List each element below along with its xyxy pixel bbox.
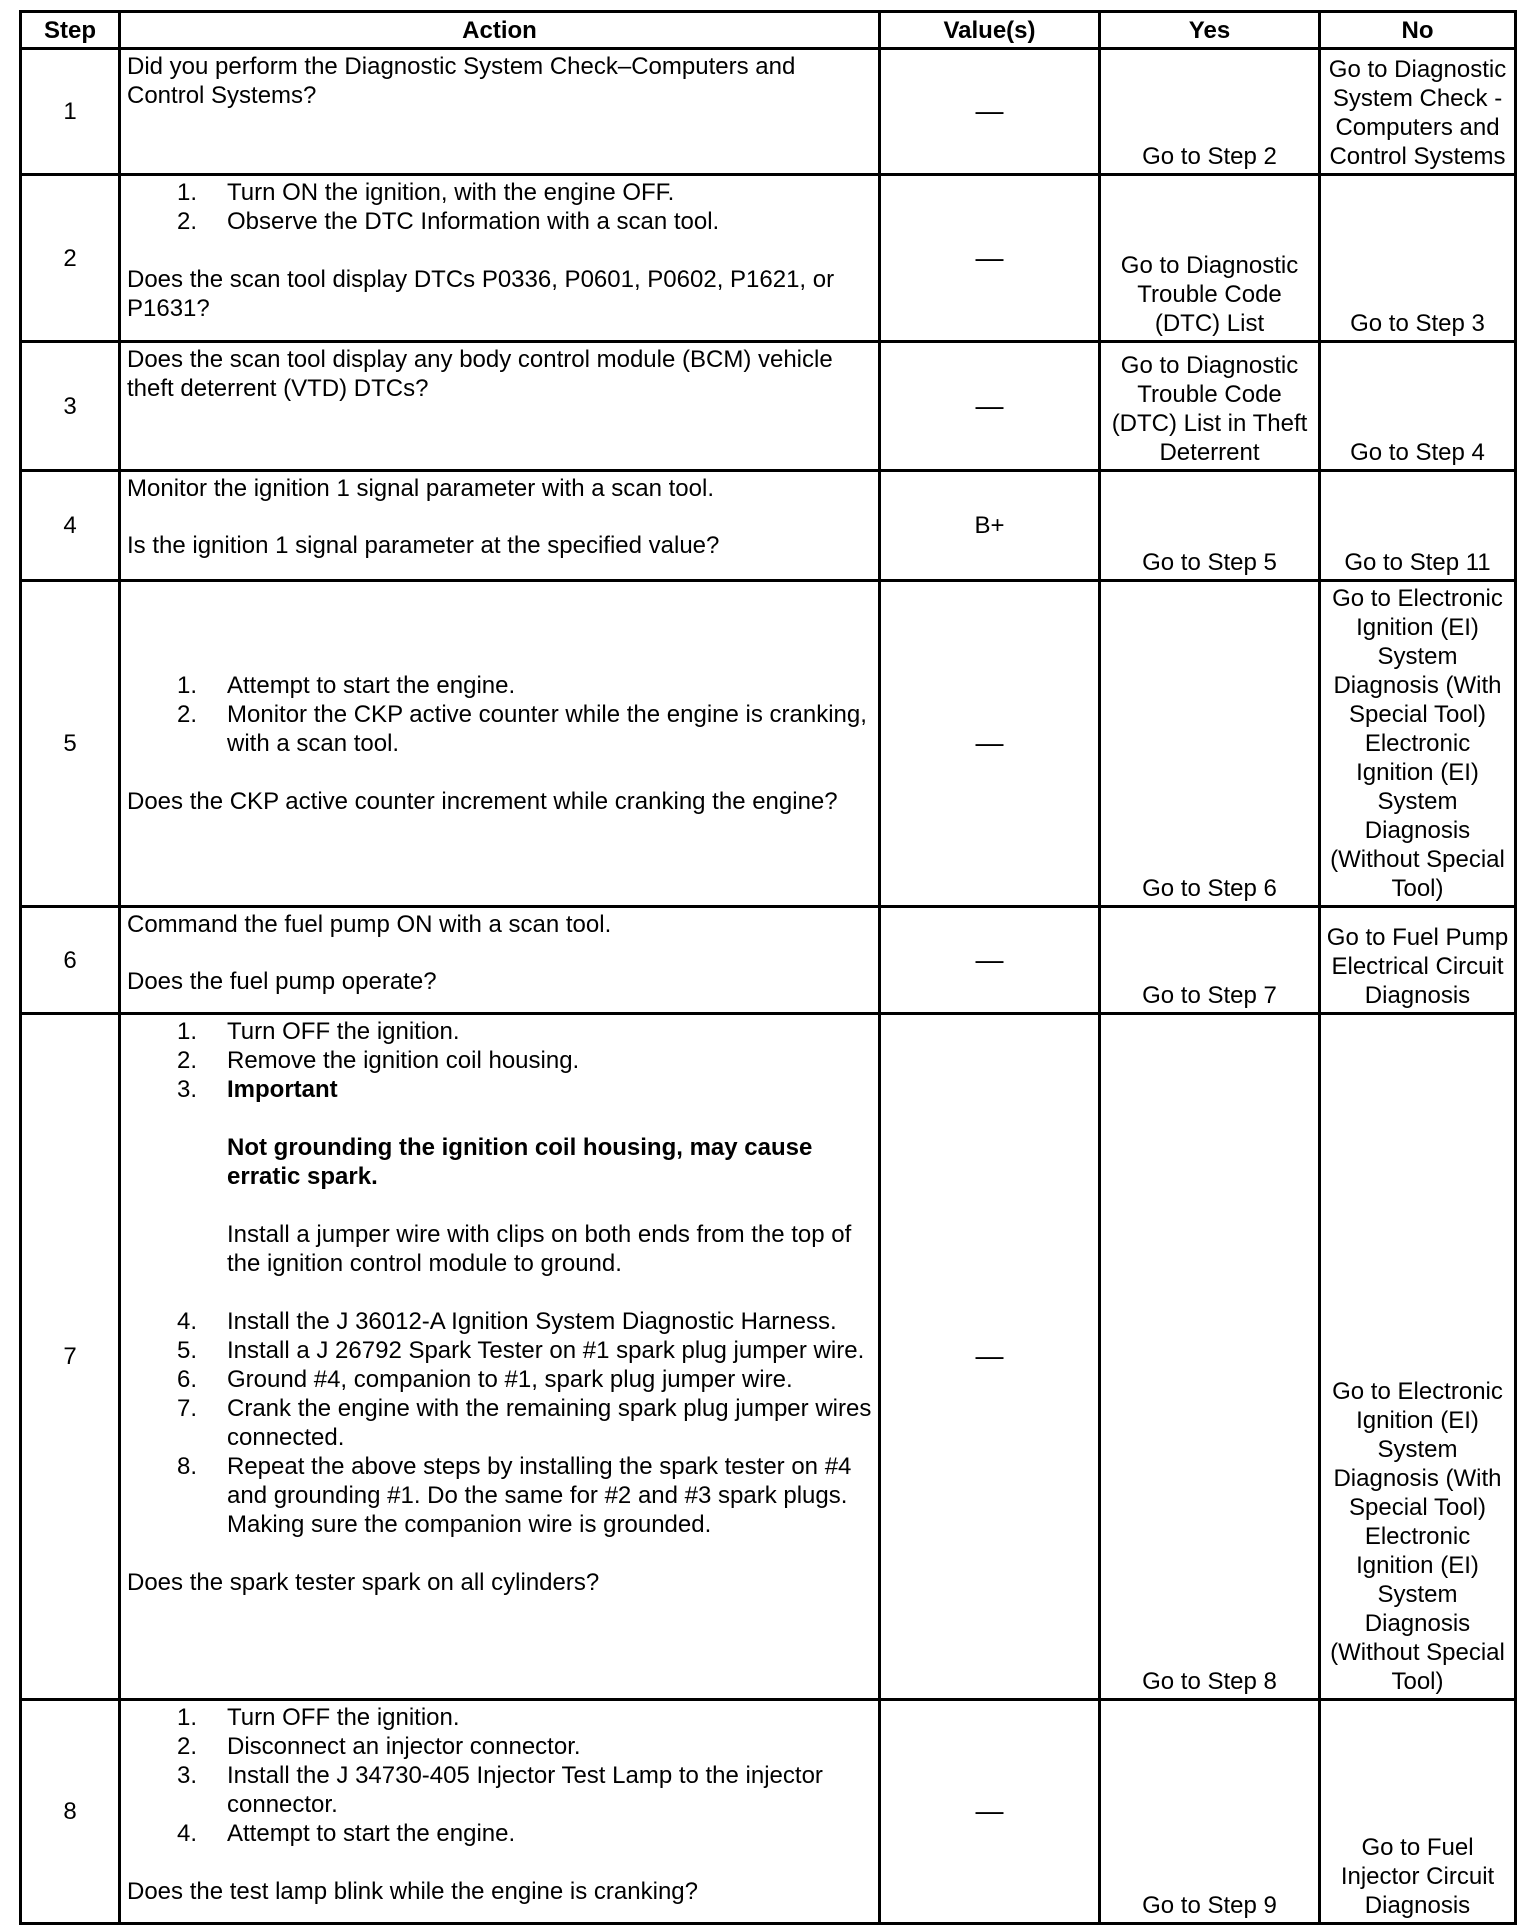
table-row bbox=[21, 342, 1516, 471]
value-text: — bbox=[975, 1340, 1004, 1371]
action-instruction: Monitor the ignition 1 signal parameter with a scan tool. bbox=[127, 475, 714, 502]
list-item: 2. Remove the ignition coil housing. bbox=[176, 1047, 580, 1074]
list-item: 4. Attempt to start the engine. bbox=[176, 1820, 516, 1847]
important-text: Install a jumper wire with clips on both ends from the top of the ignition control module to ground. bbox=[227, 1221, 852, 1277]
action-cell bbox=[120, 175, 880, 342]
yes-cell: Go to Step 2 bbox=[1100, 49, 1320, 175]
table-row bbox=[21, 1700, 1516, 1924]
yes-cell: Go to Step 6 bbox=[1100, 581, 1320, 907]
table-row bbox=[21, 471, 1516, 581]
action-steps bbox=[127, 1307, 872, 1539]
step-number: 3 bbox=[21, 342, 120, 471]
no-cell: Go to Fuel Pump Electrical Circuit Diagnosis bbox=[1320, 907, 1516, 1014]
action-question: Is the ignition 1 signal parameter at the specified value? bbox=[127, 532, 720, 559]
action-question: Does the test lamp blink while the engine is cranking? bbox=[127, 1878, 698, 1905]
list-item: 6. Ground #4, companion to #1, spark plug jumper wire. bbox=[176, 1366, 793, 1393]
action-question: Did you perform the Diagnostic System Check–Computers and Control Systems? bbox=[127, 53, 796, 109]
table-row bbox=[21, 49, 1516, 175]
list-item: 7. Crank the engine with the remaining spark plug jumper wires connected. bbox=[176, 1395, 872, 1451]
step-number: 1 bbox=[21, 49, 120, 175]
list-item: 5. Install a J 26792 Spark Tester on #1 spark plug jumper wire. bbox=[176, 1337, 865, 1364]
yes-cell: Go to Step 5 bbox=[1100, 471, 1320, 581]
action-steps bbox=[127, 178, 872, 236]
important-note bbox=[127, 1104, 872, 1307]
value-text: — bbox=[975, 241, 1004, 273]
action-steps bbox=[127, 1703, 872, 1848]
list-item: 3. Important bbox=[127, 1075, 872, 1104]
header-action: Action bbox=[120, 12, 880, 49]
header-row bbox=[21, 12, 1516, 49]
list-item: 2. Observe the DTC Information with a scan tool. bbox=[176, 208, 720, 235]
value-cell bbox=[880, 471, 1100, 581]
value-text: — bbox=[975, 727, 1004, 758]
header-step: Step bbox=[21, 12, 120, 49]
action-cell bbox=[120, 49, 880, 175]
value-cell bbox=[880, 49, 1100, 175]
step-number: 4 bbox=[21, 471, 120, 581]
list-item: 2. Disconnect an injector connector. bbox=[176, 1733, 581, 1760]
no-cell: Go to Step 3 bbox=[1320, 175, 1516, 342]
list-item: 2. Monitor the CKP active counter while the engine is cranking, with a scan tool. bbox=[176, 701, 867, 757]
no-cell: Go to Electronic Ignition (EI) System Diagnosis (With Special Tool) Electronic Ignition (EI) System Diagnosis (Without Special Tool) bbox=[1320, 1014, 1516, 1700]
action-question: Does the CKP active counter increment while cranking the engine? bbox=[127, 788, 838, 815]
step-number: 2 bbox=[21, 175, 120, 342]
value-text: — bbox=[975, 1795, 1004, 1826]
action-instruction: Command the fuel pump ON with a scan tool. bbox=[127, 911, 612, 938]
table-row bbox=[21, 581, 1516, 907]
step-number: 5 bbox=[21, 581, 120, 907]
action-question: Does the spark tester spark on all cylinders? bbox=[127, 1569, 600, 1596]
yes-cell: Go to Step 9 bbox=[1100, 1700, 1320, 1924]
important-label: Important bbox=[227, 1076, 338, 1103]
action-cell bbox=[120, 471, 880, 581]
table-row bbox=[21, 175, 1516, 342]
list-item: 1. Turn ON the ignition, with the engine OFF. bbox=[176, 179, 675, 206]
value-text: — bbox=[975, 943, 1004, 975]
yes-cell: Go to Step 8 bbox=[1100, 1014, 1320, 1700]
value-text: — bbox=[975, 389, 1004, 421]
action-cell bbox=[120, 342, 880, 471]
table-row bbox=[21, 1014, 1516, 1700]
no-cell: Go to Diagnostic System Check - Computers and Control Systems bbox=[1320, 49, 1516, 175]
value-cell bbox=[880, 1014, 1100, 1700]
action-question: Does the fuel pump operate? bbox=[127, 968, 437, 995]
no-cell: Go to Step 11 bbox=[1320, 471, 1516, 581]
yes-cell: Go to Step 7 bbox=[1100, 907, 1320, 1014]
list-item: 1. Attempt to start the engine. bbox=[176, 672, 516, 699]
header-values: Value(s) bbox=[880, 12, 1100, 49]
value-cell bbox=[880, 581, 1100, 907]
action-cell bbox=[120, 1014, 880, 1700]
important-warning: Not grounding the ignition coil housing, may cause erratic spark. bbox=[227, 1134, 813, 1190]
yes-cell: Go to Diagnostic Trouble Code (DTC) List in Theft Deterrent bbox=[1100, 342, 1320, 471]
table-row bbox=[21, 907, 1516, 1014]
step-number: 7 bbox=[21, 1014, 120, 1700]
action-question: Does the scan tool display DTCs P0336, P0601, P0602, P1621, or P1631? bbox=[127, 266, 835, 322]
action-cell bbox=[120, 1700, 880, 1924]
value-cell bbox=[880, 342, 1100, 471]
header-yes: Yes bbox=[1100, 12, 1320, 49]
value-cell bbox=[880, 907, 1100, 1014]
yes-cell: Go to Diagnostic Trouble Code (DTC) List bbox=[1100, 175, 1320, 342]
step-number: 6 bbox=[21, 907, 120, 1014]
value-text: B+ bbox=[974, 512, 1005, 539]
diagnostic-table bbox=[19, 10, 1517, 1925]
value-text: — bbox=[975, 95, 1004, 126]
value-cell bbox=[880, 175, 1100, 342]
action-steps bbox=[127, 671, 872, 758]
no-cell: Go to Step 4 bbox=[1320, 342, 1516, 471]
no-cell: Go to Fuel Injector Circuit Diagnosis bbox=[1320, 1700, 1516, 1924]
action-steps bbox=[127, 1017, 872, 1104]
step-number: 8 bbox=[21, 1700, 120, 1924]
action-cell bbox=[120, 581, 880, 907]
header-no: No bbox=[1320, 12, 1516, 49]
list-item: 4. Install the J 36012-A Ignition System Diagnostic Harness. bbox=[176, 1308, 837, 1335]
list-item: 3. Install the J 34730-405 Injector Test Lamp to the injector connector. bbox=[176, 1762, 823, 1818]
list-item: 8. Repeat the above steps by installing the spark tester on #4 and grounding #1. Do the same for #2 and #3 spark plugs. Making sure the companion wire is grounded. bbox=[176, 1453, 852, 1538]
no-cell: Go to Electronic Ignition (EI) System Diagnosis (With Special Tool) Electronic Ignition (EI) System Diagnosis (Without Special Tool) bbox=[1320, 581, 1516, 907]
action-cell bbox=[120, 907, 880, 1014]
value-cell bbox=[880, 1700, 1100, 1924]
list-item: 1. Turn OFF the ignition. bbox=[176, 1018, 460, 1045]
list-item: 1. Turn OFF the ignition. bbox=[176, 1704, 460, 1731]
action-question: Does the scan tool display any body control module (BCM) vehicle theft deterrent (VTD) DTCs? bbox=[127, 346, 833, 402]
